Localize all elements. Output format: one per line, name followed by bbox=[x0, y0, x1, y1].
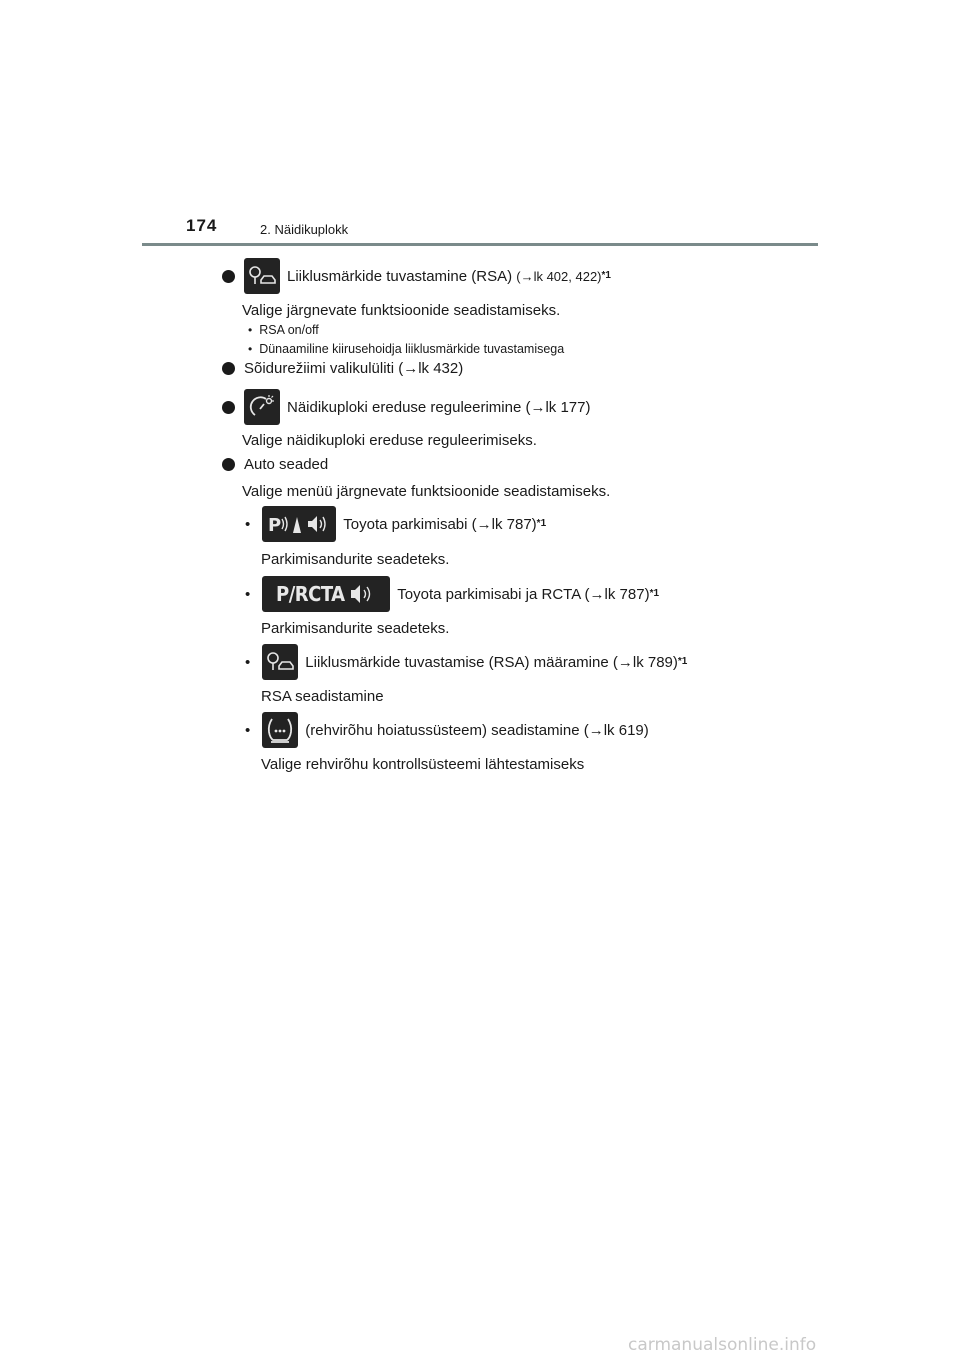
sub-bullet-icon: • bbox=[245, 653, 251, 671]
parking-assist-icon bbox=[262, 506, 336, 542]
traffic-sign-recognition-icon bbox=[244, 258, 280, 294]
header-rule bbox=[142, 243, 818, 246]
parking-rcta-icon-text: P/RCTA bbox=[276, 582, 345, 606]
parking-assist-label: Toyota parkimisabi (→lk 787) bbox=[343, 515, 537, 533]
section-title: 2. Näidikuplokk bbox=[260, 222, 349, 237]
rsa-description: Valige järgnevate funktsioonide seadistamiseks. bbox=[242, 302, 561, 319]
meter-brightness-icon bbox=[244, 389, 280, 425]
tire-pressure-icon bbox=[262, 712, 298, 748]
drive-mode-item bbox=[222, 360, 463, 377]
tpws-item bbox=[245, 712, 649, 748]
bullet-icon bbox=[222, 401, 235, 414]
tpws-label: (rehvirõhu hoiatussüsteem) seadistamine (→lk 619) bbox=[305, 721, 649, 739]
bullet-icon bbox=[222, 458, 235, 471]
rsa-setting-description: RSA seadistamine bbox=[261, 688, 384, 705]
bullet-icon bbox=[222, 362, 235, 375]
drive-mode-label: Sõidurežiimi valikulüliti (→lk 432) bbox=[244, 360, 464, 377]
sub-bullet-icon: • bbox=[248, 323, 253, 337]
parking-rcta-item: • P/RCTA Toyota parkimisabi ja RCTA (→lk 787) *1 bbox=[245, 576, 659, 612]
sub-bullet-icon: • bbox=[245, 515, 251, 533]
rsa-item: Liiklusmärkide tuvastamine (RSA) (→lk 402, 422) *1 bbox=[222, 258, 611, 294]
rsa-setting-label: Liiklusmärkide tuvastamise (RSA) määramine (→lk 789) bbox=[305, 653, 678, 671]
page-number: 174 bbox=[186, 216, 218, 235]
brightness-label: Näidikuploki ereduse reguleerimine (→lk 177) bbox=[287, 398, 591, 416]
car-settings-item bbox=[222, 456, 328, 473]
parking-rcta-description: Parkimisandurite seadeteks. bbox=[261, 620, 450, 637]
rsa-sub-item bbox=[248, 323, 319, 337]
rsa-sub2-text: Dünaamiline kiirusehoidja liiklusmärkide tuvastamisega bbox=[259, 342, 565, 356]
rsa-sub1-text: RSA on/off bbox=[259, 323, 319, 337]
brightness-item bbox=[222, 389, 590, 425]
parking-assist-description: Parkimisandurite seadeteks. bbox=[261, 551, 450, 568]
tpws-description: Valige rehvirõhu kontrollsüsteemi lähtestamiseks bbox=[261, 756, 585, 773]
rsa-label: Liiklusmärkide tuvastamine (RSA) bbox=[287, 267, 513, 285]
parking-assist-rcta-icon bbox=[262, 576, 390, 612]
sub-bullet-icon: • bbox=[245, 585, 251, 603]
sub-bullet-icon: • bbox=[245, 721, 251, 739]
sub-bullet-icon: • bbox=[248, 342, 253, 356]
car-settings-description: Valige menüü järgnevate funktsioonide seadistamiseks. bbox=[242, 483, 611, 500]
car-settings-label: Auto seaded bbox=[244, 456, 329, 473]
brightness-description: Valige näidikuploki ereduse reguleerimiseks. bbox=[242, 432, 537, 449]
parking-assist-item: • P Toyota parkimisabi (→lk 787) *1 bbox=[245, 506, 546, 542]
rsa-ref: (→lk 402, 422) bbox=[516, 268, 602, 284]
rsa-sub-item bbox=[248, 342, 564, 356]
parking-rcta-label: Toyota parkimisabi ja RCTA (→lk 787) bbox=[397, 585, 650, 603]
rsa-setting-item: • Liiklusmärkide tuvastamise (RSA) määramine (→lk 789) *1 bbox=[245, 644, 687, 680]
svg-text:P: P bbox=[268, 515, 282, 536]
bullet-icon bbox=[222, 270, 235, 283]
footer-watermark[interactable]: carmanualsonline.info bbox=[628, 1335, 817, 1355]
traffic-sign-recognition-icon bbox=[262, 644, 298, 680]
